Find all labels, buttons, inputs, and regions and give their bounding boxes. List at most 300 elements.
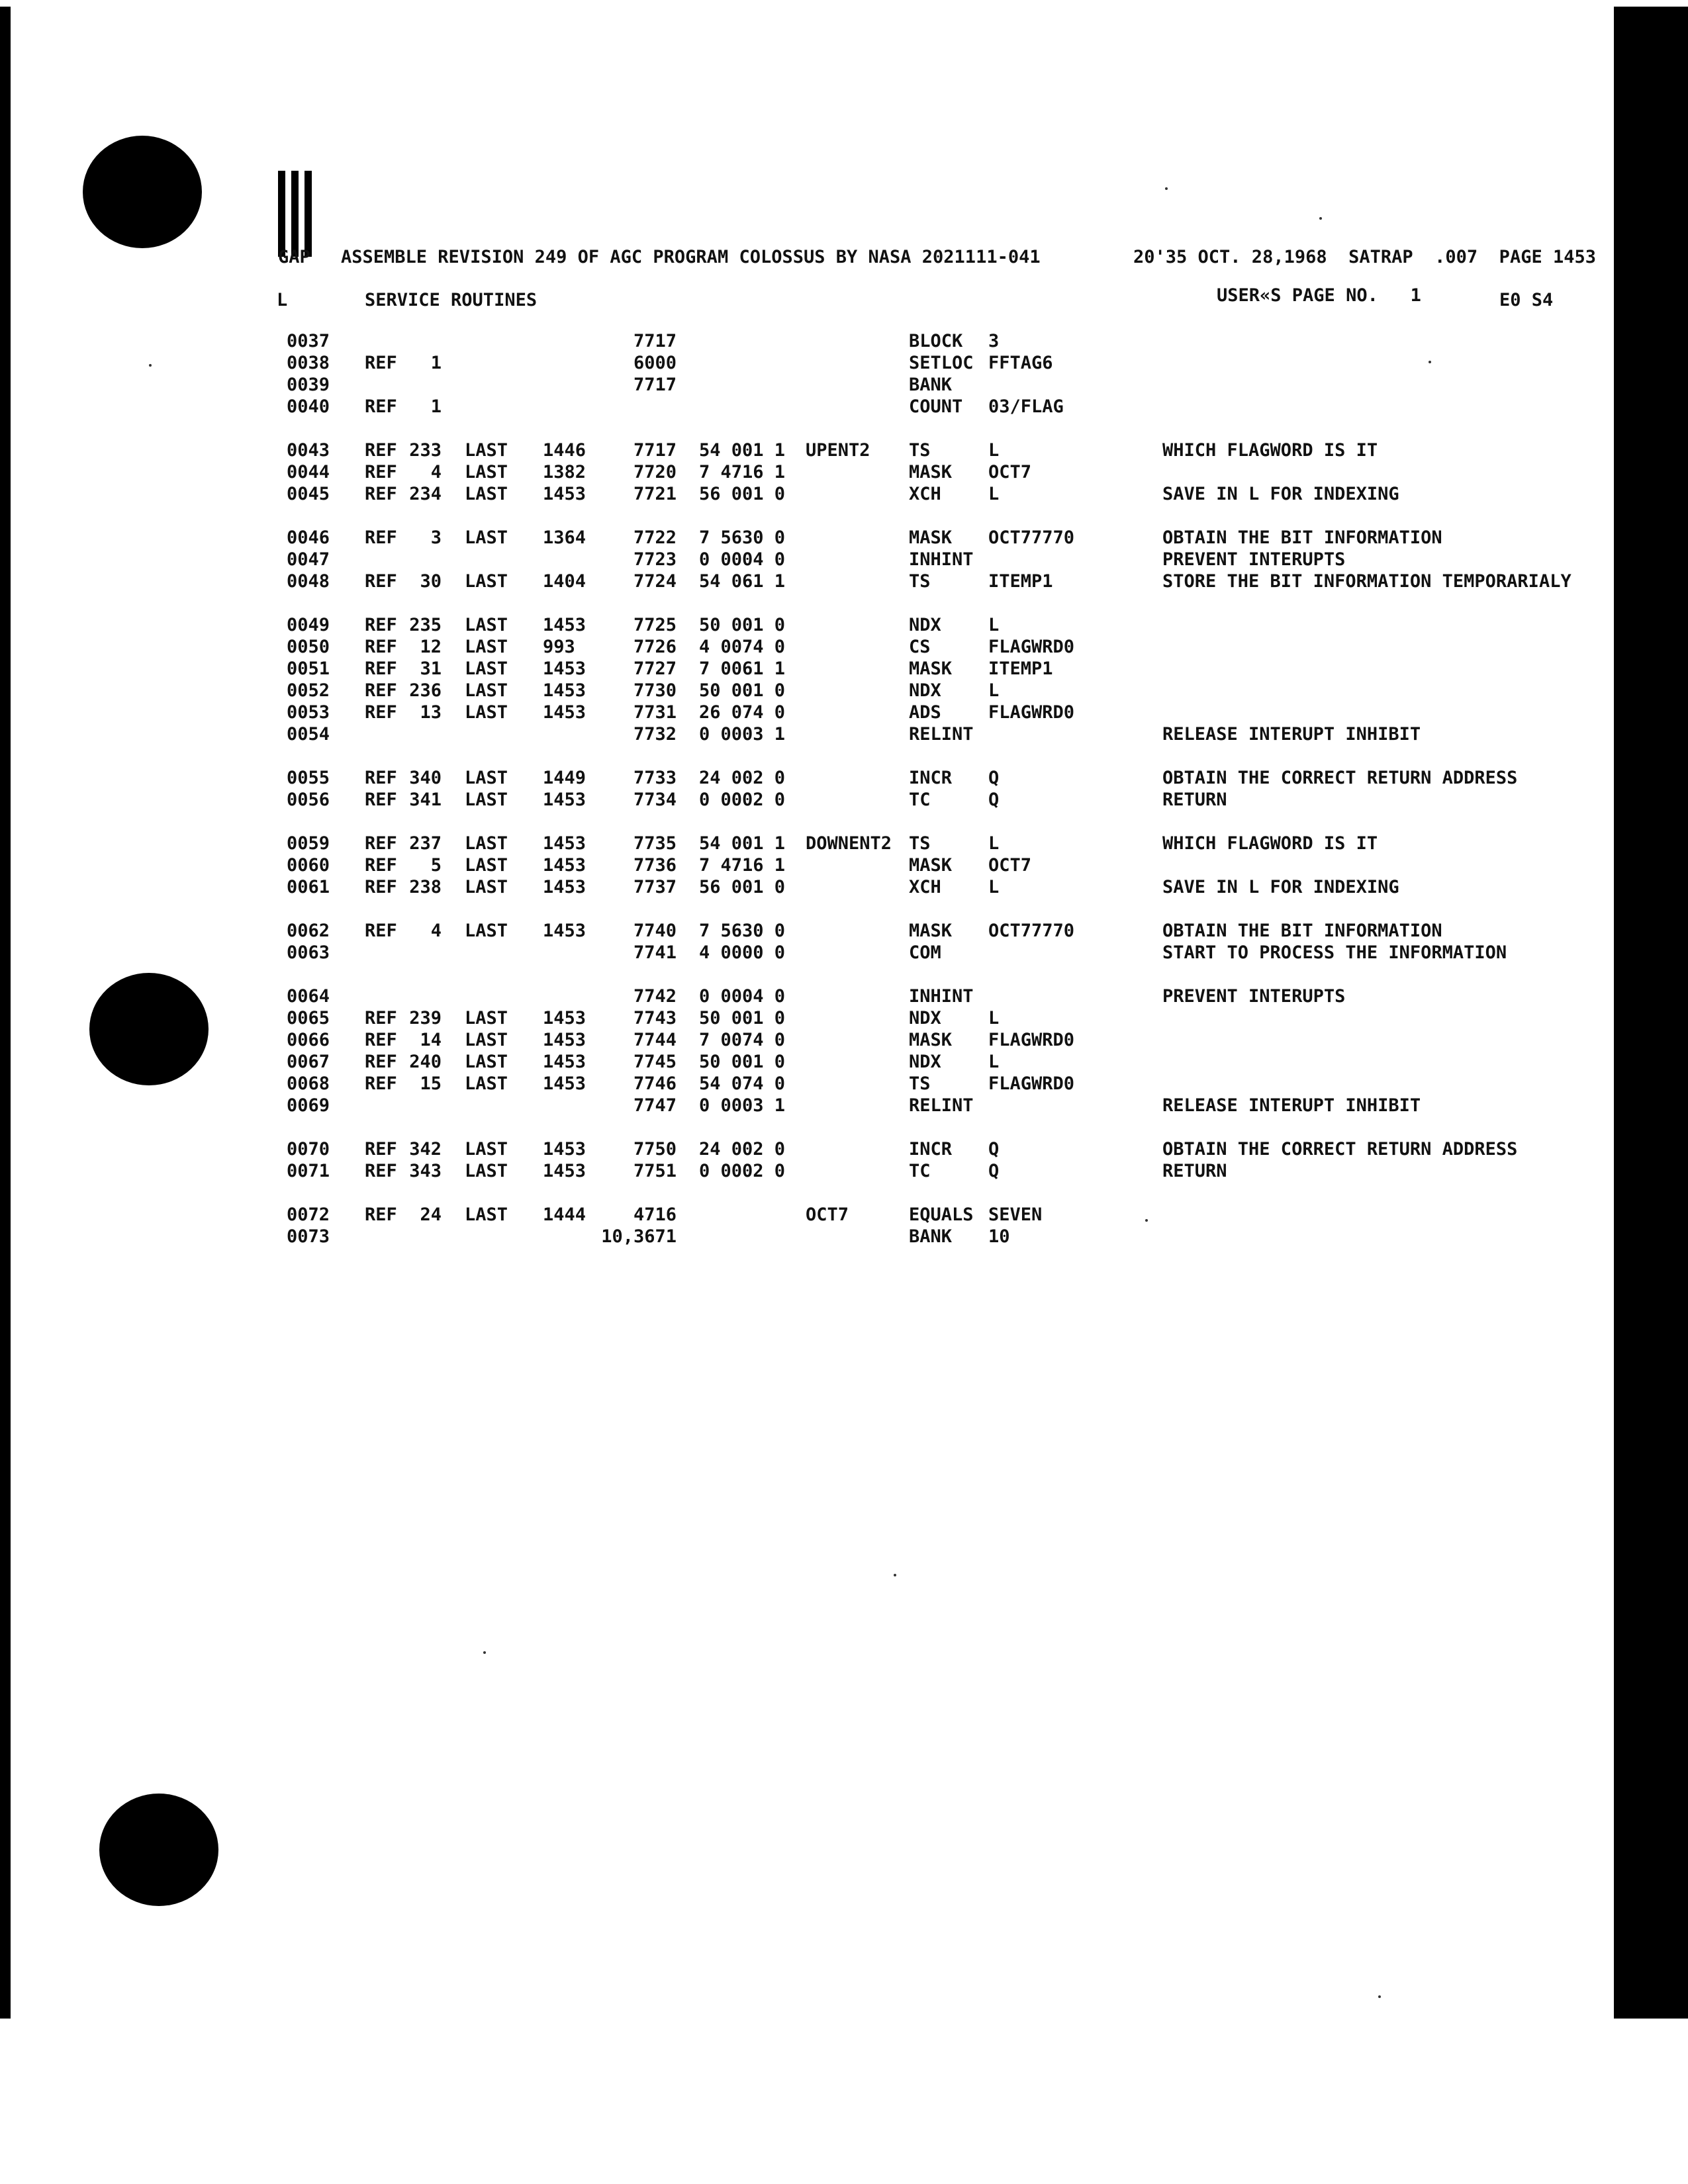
listing-row bbox=[0, 1162, 1688, 1185]
opcode: RELINT bbox=[909, 1095, 974, 1116]
last-page: 1453 bbox=[543, 615, 586, 635]
line-number: 0064 bbox=[287, 986, 330, 1007]
ref-keyword: REF bbox=[365, 462, 397, 482]
line-number: 0068 bbox=[287, 1073, 330, 1094]
line-number: 0066 bbox=[287, 1030, 330, 1050]
last-page: 1453 bbox=[543, 877, 586, 897]
last-page: 1453 bbox=[543, 921, 586, 941]
opcode: MASK bbox=[909, 921, 953, 941]
opcode: INHINT bbox=[909, 986, 974, 1007]
ref-keyword: REF bbox=[365, 877, 397, 897]
octal-code: 56 001 0 bbox=[699, 484, 786, 504]
comment: WHICH FLAGWORD IS IT bbox=[1162, 440, 1378, 461]
ref-count: 31 bbox=[420, 659, 442, 679]
octal-code: 54 001 1 bbox=[699, 833, 786, 854]
last-page: 1453 bbox=[543, 659, 586, 679]
operand: Q bbox=[988, 1139, 1000, 1160]
section-code: E0 S4 bbox=[1499, 290, 1554, 310]
last-keyword: LAST bbox=[465, 921, 508, 941]
comment: START TO PROCESS THE INFORMATION bbox=[1162, 942, 1507, 963]
address: 7741 bbox=[633, 942, 677, 963]
last-keyword: LAST bbox=[465, 1052, 508, 1072]
ref-keyword: REF bbox=[365, 1139, 397, 1160]
octal-code: 0 0002 0 bbox=[699, 790, 786, 810]
listing-row bbox=[0, 1031, 1688, 1054]
address: 7751 bbox=[633, 1161, 677, 1181]
operand: FLAGWRD0 bbox=[988, 637, 1075, 657]
opcode: ADS bbox=[909, 702, 941, 723]
line-number: 0053 bbox=[287, 702, 330, 723]
ref-count: 1 bbox=[430, 396, 442, 417]
line-number: 0069 bbox=[287, 1095, 330, 1116]
comment: PREVENT INTERUPTS bbox=[1162, 986, 1346, 1007]
last-keyword: LAST bbox=[465, 615, 508, 635]
line-number: 0046 bbox=[287, 527, 330, 548]
address: 7722 bbox=[633, 527, 677, 548]
last-keyword: LAST bbox=[465, 702, 508, 723]
ref-keyword: REF bbox=[365, 1052, 397, 1072]
speck bbox=[1378, 1995, 1381, 1998]
octal-code: 7 5630 0 bbox=[699, 921, 786, 941]
listing-row bbox=[0, 332, 1688, 355]
ref-count: 342 bbox=[409, 1139, 442, 1160]
comment: SAVE IN L FOR INDEXING bbox=[1162, 484, 1399, 504]
listing-row bbox=[0, 660, 1688, 682]
octal-code: 4 0000 0 bbox=[699, 942, 786, 963]
address: 7733 bbox=[633, 768, 677, 788]
address: 7734 bbox=[633, 790, 677, 810]
ref-keyword: REF bbox=[365, 702, 397, 723]
last-page: 1453 bbox=[543, 1073, 586, 1094]
last-keyword: LAST bbox=[465, 877, 508, 897]
last-keyword: LAST bbox=[465, 1073, 508, 1094]
line-number: 0045 bbox=[287, 484, 330, 504]
operand: SEVEN bbox=[988, 1205, 1043, 1225]
operand: Q bbox=[988, 768, 1000, 788]
ref-keyword: REF bbox=[365, 396, 397, 417]
comment: RETURN bbox=[1162, 1161, 1227, 1181]
ref-keyword: REF bbox=[365, 637, 397, 657]
operand: L bbox=[988, 877, 1000, 897]
address: 7724 bbox=[633, 571, 677, 592]
line-number: 0049 bbox=[287, 615, 330, 635]
ref-count: 235 bbox=[409, 615, 442, 635]
last-keyword: LAST bbox=[465, 1008, 508, 1028]
address: 7744 bbox=[633, 1030, 677, 1050]
last-page: 1453 bbox=[543, 1161, 586, 1181]
line-number: 0060 bbox=[287, 855, 330, 876]
octal-code: 7 4716 1 bbox=[699, 855, 786, 876]
address: 7735 bbox=[633, 833, 677, 854]
opcode: INHINT bbox=[909, 549, 974, 570]
line-number: 0040 bbox=[287, 396, 330, 417]
operand: OCT7 bbox=[988, 462, 1032, 482]
opcode: EQUALS bbox=[909, 1205, 974, 1225]
ref-keyword: REF bbox=[365, 768, 397, 788]
opcode: NDX bbox=[909, 680, 941, 701]
operand: Q bbox=[988, 1161, 1000, 1181]
last-keyword: LAST bbox=[465, 462, 508, 482]
ref-keyword: REF bbox=[365, 680, 397, 701]
last-page: 1453 bbox=[543, 1139, 586, 1160]
listing-row bbox=[0, 1097, 1688, 1119]
line-number: 0048 bbox=[287, 571, 330, 592]
listing-row bbox=[0, 922, 1688, 944]
opcode: MASK bbox=[909, 659, 953, 679]
ref-keyword: REF bbox=[365, 1008, 397, 1028]
ref-count: 13 bbox=[420, 702, 442, 723]
comment: STORE THE BIT INFORMATION TEMPORARIALY bbox=[1162, 571, 1571, 592]
opcode: MASK bbox=[909, 527, 953, 548]
line-number: 0052 bbox=[287, 680, 330, 701]
line-number: 0059 bbox=[287, 833, 330, 854]
address: 7746 bbox=[633, 1073, 677, 1094]
listing-row bbox=[0, 725, 1688, 748]
ref-count: 3 bbox=[430, 527, 442, 548]
address: 7731 bbox=[633, 702, 677, 723]
address: 7747 bbox=[633, 1095, 677, 1116]
listing-row bbox=[0, 572, 1688, 595]
octal-code: 56 001 0 bbox=[699, 877, 786, 897]
listing-row bbox=[0, 1009, 1688, 1032]
opcode: TS bbox=[909, 571, 931, 592]
ref-count: 5 bbox=[430, 855, 442, 876]
line-number: 0061 bbox=[287, 877, 330, 897]
ref-count: 239 bbox=[409, 1008, 442, 1028]
comment: OBTAIN THE BIT INFORMATION bbox=[1162, 527, 1442, 548]
ref-keyword: REF bbox=[365, 1205, 397, 1225]
speck bbox=[1429, 361, 1431, 363]
opcode: TS bbox=[909, 1073, 931, 1094]
listing-row bbox=[0, 1075, 1688, 1097]
ref-keyword: REF bbox=[365, 1073, 397, 1094]
ref-count: 4 bbox=[430, 921, 442, 941]
opcode: TS bbox=[909, 440, 931, 461]
octal-code: 50 001 0 bbox=[699, 615, 786, 635]
address: 7737 bbox=[633, 877, 677, 897]
section-title: SERVICE ROUTINES bbox=[365, 290, 538, 310]
opcode: TC bbox=[909, 1161, 931, 1181]
last-page: 1364 bbox=[543, 527, 586, 548]
last-keyword: LAST bbox=[465, 1139, 508, 1160]
line-number: 0038 bbox=[287, 353, 330, 373]
last-keyword: LAST bbox=[465, 637, 508, 657]
octal-code: 0 0004 0 bbox=[699, 986, 786, 1007]
octal-code: 54 074 0 bbox=[699, 1073, 786, 1094]
address: 7736 bbox=[633, 855, 677, 876]
comment: RELEASE INTERUPT INHIBIT bbox=[1162, 724, 1421, 745]
operand: FFTAG6 bbox=[988, 353, 1053, 373]
address: 7750 bbox=[633, 1139, 677, 1160]
octal-code: 0 0004 0 bbox=[699, 549, 786, 570]
ref-keyword: REF bbox=[365, 855, 397, 876]
address: 7742 bbox=[633, 986, 677, 1007]
opcode: NDX bbox=[909, 1008, 941, 1028]
listing-row bbox=[0, 987, 1688, 1010]
ref-count: 236 bbox=[409, 680, 442, 701]
ref-count: 238 bbox=[409, 877, 442, 897]
opcode: COM bbox=[909, 942, 941, 963]
binding-marks bbox=[278, 171, 318, 257]
ref-count: 30 bbox=[420, 571, 442, 592]
ref-count: 343 bbox=[409, 1161, 442, 1181]
ref-keyword: REF bbox=[365, 1030, 397, 1050]
listing-row bbox=[0, 944, 1688, 966]
opcode: BLOCK bbox=[909, 331, 963, 351]
last-keyword: LAST bbox=[465, 527, 508, 548]
comment: OBTAIN THE CORRECT RETURN ADDRESS bbox=[1162, 768, 1518, 788]
line-number: 0062 bbox=[287, 921, 330, 941]
header-prefix: GAP bbox=[278, 247, 310, 267]
operand: L bbox=[988, 615, 1000, 635]
line-number: 0070 bbox=[287, 1139, 330, 1160]
octal-code: 4 0074 0 bbox=[699, 637, 786, 657]
address: 4716 bbox=[633, 1205, 677, 1225]
ref-count: 4 bbox=[430, 462, 442, 482]
address: 7721 bbox=[633, 484, 677, 504]
line-number: 0054 bbox=[287, 724, 330, 745]
address: 7720 bbox=[633, 462, 677, 482]
ref-count: 237 bbox=[409, 833, 442, 854]
punch-hole-top bbox=[83, 136, 202, 248]
operand: FLAGWRD0 bbox=[988, 702, 1075, 723]
operand: 3 bbox=[988, 331, 1000, 351]
address: 7743 bbox=[633, 1008, 677, 1028]
line-number: 0063 bbox=[287, 942, 330, 963]
line-number: 0055 bbox=[287, 768, 330, 788]
comment: PREVENT INTERUPTS bbox=[1162, 549, 1346, 570]
last-page: 1453 bbox=[543, 680, 586, 701]
comment: RELEASE INTERUPT INHIBIT bbox=[1162, 1095, 1421, 1116]
last-page: 1453 bbox=[543, 1008, 586, 1028]
operand: L bbox=[988, 1008, 1000, 1028]
last-keyword: LAST bbox=[465, 1205, 508, 1225]
comment: OBTAIN THE BIT INFORMATION bbox=[1162, 921, 1442, 941]
operand: OCT77770 bbox=[988, 527, 1075, 548]
address: 7740 bbox=[633, 921, 677, 941]
ref-count: 340 bbox=[409, 768, 442, 788]
speck bbox=[894, 1574, 896, 1576]
octal-code: 50 001 0 bbox=[699, 1052, 786, 1072]
address: 7717 bbox=[633, 331, 677, 351]
last-keyword: LAST bbox=[465, 484, 508, 504]
last-keyword: LAST bbox=[465, 571, 508, 592]
opcode: XCH bbox=[909, 877, 941, 897]
opcode: COUNT bbox=[909, 396, 963, 417]
ref-keyword: REF bbox=[365, 659, 397, 679]
ref-keyword: REF bbox=[365, 1161, 397, 1181]
listing-row bbox=[0, 769, 1688, 792]
operand: 10 bbox=[988, 1226, 1010, 1247]
line-number: 0072 bbox=[287, 1205, 330, 1225]
line-number: 0050 bbox=[287, 637, 330, 657]
opcode: SETLOC bbox=[909, 353, 974, 373]
punch-hole-bottom bbox=[99, 1794, 218, 1906]
last-page: 1449 bbox=[543, 768, 586, 788]
operand: L bbox=[988, 833, 1000, 854]
line-number: 0037 bbox=[287, 331, 330, 351]
listing-row bbox=[0, 398, 1688, 420]
ref-keyword: REF bbox=[365, 921, 397, 941]
comment: SAVE IN L FOR INDEXING bbox=[1162, 877, 1399, 897]
address: 7725 bbox=[633, 615, 677, 635]
ref-keyword: REF bbox=[365, 615, 397, 635]
header-timestamp: 20'35 OCT. 28,1968 SATRAP .007 PAGE 1453 bbox=[1133, 247, 1596, 267]
section-letter: L bbox=[277, 290, 288, 310]
address: 7745 bbox=[633, 1052, 677, 1072]
operand: L bbox=[988, 484, 1000, 504]
ref-count: 240 bbox=[409, 1052, 442, 1072]
octal-code: 0 0002 0 bbox=[699, 1161, 786, 1181]
address: 7723 bbox=[633, 549, 677, 570]
user-page-label: USER«S PAGE NO. 1 bbox=[1217, 285, 1421, 306]
octal-code: 54 001 1 bbox=[699, 440, 786, 461]
operand: Q bbox=[988, 790, 1000, 810]
last-keyword: LAST bbox=[465, 1161, 508, 1181]
opcode: MASK bbox=[909, 462, 953, 482]
octal-code: 7 0061 1 bbox=[699, 659, 786, 679]
address: 7727 bbox=[633, 659, 677, 679]
operand: L bbox=[988, 1052, 1000, 1072]
last-page: 1453 bbox=[543, 702, 586, 723]
ref-keyword: REF bbox=[365, 833, 397, 854]
operand: L bbox=[988, 440, 1000, 461]
last-page: 1444 bbox=[543, 1205, 586, 1225]
line-number: 0043 bbox=[287, 440, 330, 461]
operand: 03/FLAG bbox=[988, 396, 1064, 417]
listing-row bbox=[0, 1053, 1688, 1075]
opcode: NDX bbox=[909, 1052, 941, 1072]
comment: RETURN bbox=[1162, 790, 1227, 810]
ref-keyword: REF bbox=[365, 790, 397, 810]
listing-row bbox=[0, 682, 1688, 704]
opcode: BANK bbox=[909, 375, 953, 395]
listing-row bbox=[0, 485, 1688, 508]
symbol-label: DOWNENT2 bbox=[806, 833, 892, 854]
line-number: 0065 bbox=[287, 1008, 330, 1028]
address: 10,3671 bbox=[601, 1226, 677, 1247]
listing-row bbox=[0, 1140, 1688, 1163]
last-keyword: LAST bbox=[465, 440, 508, 461]
line-number: 0039 bbox=[287, 375, 330, 395]
opcode: TC bbox=[909, 790, 931, 810]
speck bbox=[1145, 1219, 1148, 1222]
line-number: 0073 bbox=[287, 1226, 330, 1247]
ref-count: 15 bbox=[420, 1073, 442, 1094]
speck bbox=[1165, 187, 1168, 190]
operand: FLAGWRD0 bbox=[988, 1073, 1075, 1094]
operand: ITEMP1 bbox=[988, 571, 1053, 592]
opcode: RELINT bbox=[909, 724, 974, 745]
opcode: TS bbox=[909, 833, 931, 854]
last-keyword: LAST bbox=[465, 768, 508, 788]
ref-keyword: REF bbox=[365, 440, 397, 461]
opcode: BANK bbox=[909, 1226, 953, 1247]
listing-row bbox=[0, 1228, 1688, 1250]
octal-code: 0 0003 1 bbox=[699, 1095, 786, 1116]
opcode: MASK bbox=[909, 1030, 953, 1050]
last-keyword: LAST bbox=[465, 833, 508, 854]
last-page: 1453 bbox=[543, 833, 586, 854]
listing-row bbox=[0, 354, 1688, 377]
listing-row bbox=[0, 463, 1688, 486]
octal-code: 50 001 0 bbox=[699, 680, 786, 701]
last-keyword: LAST bbox=[465, 1030, 508, 1050]
listing-row bbox=[0, 791, 1688, 813]
ref-count: 233 bbox=[409, 440, 442, 461]
address: 7717 bbox=[633, 440, 677, 461]
operand: OCT77770 bbox=[988, 921, 1075, 941]
last-page: 1453 bbox=[543, 484, 586, 504]
address: 7726 bbox=[633, 637, 677, 657]
comment: OBTAIN THE CORRECT RETURN ADDRESS bbox=[1162, 1139, 1518, 1160]
listing-row bbox=[0, 376, 1688, 398]
last-page: 1453 bbox=[543, 1030, 586, 1050]
listing-row bbox=[0, 441, 1688, 464]
ref-keyword: REF bbox=[365, 484, 397, 504]
last-page: 1453 bbox=[543, 1052, 586, 1072]
line-number: 0051 bbox=[287, 659, 330, 679]
comment: WHICH FLAGWORD IS IT bbox=[1162, 833, 1378, 854]
listing-row bbox=[0, 856, 1688, 879]
line-number: 0071 bbox=[287, 1161, 330, 1181]
opcode: CS bbox=[909, 637, 931, 657]
last-page: 1446 bbox=[543, 440, 586, 461]
listing-row bbox=[0, 1206, 1688, 1228]
operand: ITEMP1 bbox=[988, 659, 1053, 679]
address: 7732 bbox=[633, 724, 677, 745]
symbol-label: OCT7 bbox=[806, 1205, 849, 1225]
ref-count: 341 bbox=[409, 790, 442, 810]
listing-row bbox=[0, 638, 1688, 660]
listing-row bbox=[0, 835, 1688, 857]
line-number: 0047 bbox=[287, 549, 330, 570]
ref-keyword: REF bbox=[365, 353, 397, 373]
address: 7730 bbox=[633, 680, 677, 701]
octal-code: 24 002 0 bbox=[699, 768, 786, 788]
last-keyword: LAST bbox=[465, 855, 508, 876]
last-page: 1404 bbox=[543, 571, 586, 592]
line-number: 0044 bbox=[287, 462, 330, 482]
ref-count: 1 bbox=[430, 353, 442, 373]
octal-code: 54 061 1 bbox=[699, 571, 786, 592]
octal-code: 7 5630 0 bbox=[699, 527, 786, 548]
opcode: XCH bbox=[909, 484, 941, 504]
listing-row bbox=[0, 616, 1688, 639]
speck bbox=[483, 1651, 486, 1654]
speck bbox=[149, 364, 152, 367]
symbol-label: UPENT2 bbox=[806, 440, 870, 461]
opcode: INCR bbox=[909, 768, 953, 788]
octal-code: 50 001 0 bbox=[699, 1008, 786, 1028]
ref-count: 12 bbox=[420, 637, 442, 657]
last-keyword: LAST bbox=[465, 659, 508, 679]
opcode: INCR bbox=[909, 1139, 953, 1160]
operand: FLAGWRD0 bbox=[988, 1030, 1075, 1050]
listing-row bbox=[0, 529, 1688, 551]
octal-code: 26 074 0 bbox=[699, 702, 786, 723]
line-number: 0056 bbox=[287, 790, 330, 810]
listing-row bbox=[0, 551, 1688, 573]
octal-code: 24 002 0 bbox=[699, 1139, 786, 1160]
last-page: 993 bbox=[543, 637, 575, 657]
opcode: NDX bbox=[909, 615, 941, 635]
ref-keyword: REF bbox=[365, 571, 397, 592]
last-keyword: LAST bbox=[465, 680, 508, 701]
last-page: 1382 bbox=[543, 462, 586, 482]
opcode: MASK bbox=[909, 855, 953, 876]
octal-code: 0 0003 1 bbox=[699, 724, 786, 745]
